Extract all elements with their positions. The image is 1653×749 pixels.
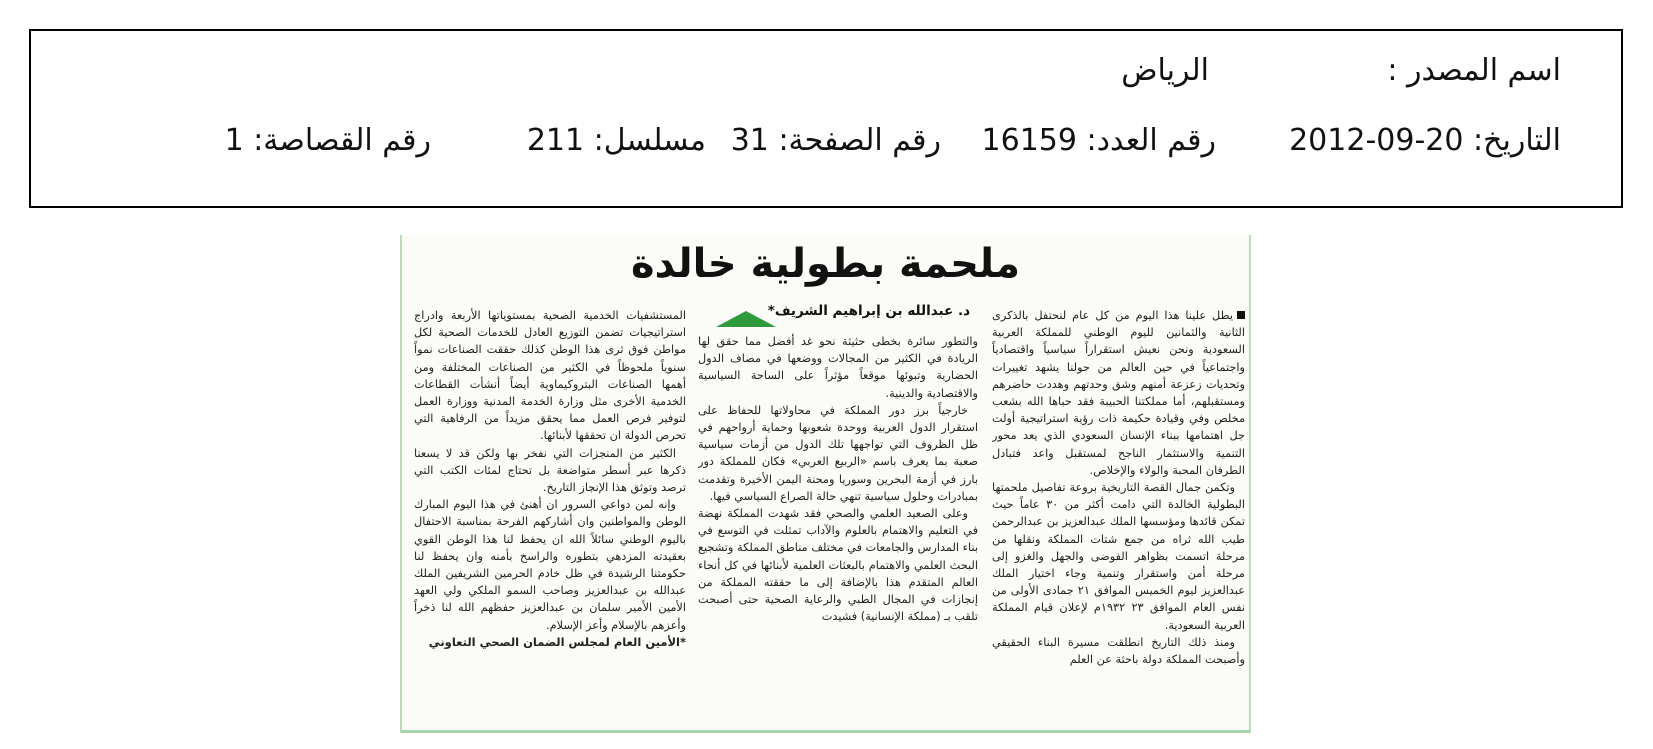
article-headline: ملحمة بطولية خالدة <box>630 241 1021 287</box>
column-body <box>698 333 978 625</box>
paragraph: خارجياً برز دور المملكة في محاولاتها للحفاظ على استقرار الدول العربية ووحدة شعوبها وحماية أرواحهم في ظل الظروف التي تواجهها تلك الدول من أزمات سياسية صعبة بما يعرف باسم «الربيع العربي» فكان للمملكة دور بارز في أزمة البحرين وسوريا ومحنة اليمن الأخيرة وتقدمت بمبادرات وحلول سياسية تنهي حالة الصراع السياسي فيها. <box>698 403 978 503</box>
author-byline: د. عبدالله بن إبراهيم الشريف* <box>767 303 970 319</box>
serial-number: مسلسل: 211 <box>526 123 706 158</box>
date-field: التاريخ: 20-09-2012 <box>1289 123 1561 158</box>
article-column-left <box>414 307 686 723</box>
source-value: الرياض <box>1121 53 1209 88</box>
paragraph: وتكمن جمال القصة التاريخية بروعة تفاصيل ملحمتها البطولية الخالدة التي دامت أكثر من ٣٠ عاماً حيث تمكن قائدها ومؤسسها الملك عبدالعزيز بن عبدالرحمن طيب الله ثراه من جمع شتات المملكة ونقلها من مرحلة اتسمت بظواهر الفوضى والجهل والغزو إلى مرحلة أمن واستقرار وتنمية وجاء اختيار الملك عبدالعزيز ليوم الخميس الموافق ٢١ جمادى الأولى من نفس العام الموافق ٢٣ ١٩٣٢م لإعلان قيام المملكة العربية السعودية. <box>992 481 1245 632</box>
issue-number: رقم العدد: 16159 <box>981 123 1216 158</box>
clip-number: رقم القصاصة: 1 <box>224 123 431 158</box>
paragraph: يطل علينا هذا اليوم من كل عام لنحتفل بالذكرى الثانية والثمانين لليوم الوطني للمملكة العربية السعودية ونحن نعيش استقراراً سياسياً واقتصادياً واجتماعياً في حين العالم من حولنا يشهد تغييرات وتحديات زعزعة أمنهم وشق وحدتهم وهددت حاضرهم ومستقبلهم، أما مملكتنا الحبيبة فقد حباها الله بشعب مخلص وفي وقيادة حكيمة ذات رؤية استراتيجية أولت جل اهتمامها ببناء الإنسان السعودي الذي يعد محور التنمية والاستثمار الناجح لمستقبل واعد فتبادل الطرفان المحبة والولاء والإخلاص. <box>992 309 1245 477</box>
paragraph: وإنه لمن دواعي السرور ان أهنئ في هذا اليوم المبارك الوطن والمواطنين وان أشاركهم الفرحة بمناسبة الاحتفال باليوم الوطني سائلاً الله ان يحفظ لنا هذا الوطن القوي بعقيدته المزدهي بتطوره والراسخ بأمنه وان يحفظ لنا حكومتنا الرشيدة في ظل خادم الحرمين الشريفين الملك عبدالله بن عبدالعزيز وصاحب السمو الملكي ولي العهد الأمين الأمير سلمان بن عبدالعزيز حفظهم الله لنا ذخراً وأعزهم بالإسلام وأعز الإسلام. <box>414 498 686 632</box>
paragraph: الكثير من المنجزات التي نفخر بها ولكن قد لا يسعنا ذكرها عبر أسطر متواضعة بل تحتاج لمئات الكتب التي ترصد وتوثق هذا الإنجاز التاريخ. <box>414 446 686 495</box>
source-info-box <box>29 29 1623 208</box>
paragraph: وعلى الصعيد العلمي والصحي فقد شهدت المملكة نهضة في التعليم والاهتمام بالعلوم والآداب تمثلت في التوسع في بناء المدارس والجامعات في مختلف مناطق المملكة وتشجيع البحث العلمي والاهتمام بالبعثات العلمية لأبنائها في كل أنحاء العالم المتقدم هذا بالإضافة إلى ما حققته المملكة من إنجازات في المجال الطبي والرعاية الصحية حتى أصبحت تلقب بـ (مملكة الإنسانية) فشيدت <box>698 507 978 624</box>
paragraph: ومنذ ذلك التاريخ انطلقت مسيرة البناء الحقيقي وأصبحت المملكة دولة باحثة عن العلم <box>992 635 1245 667</box>
source-label: اسم المصدر : <box>1387 53 1561 88</box>
author-signature: *الأمين العام لمجلس الضمان الصحي التعاوني <box>428 634 686 649</box>
bullet-icon <box>1237 311 1245 319</box>
newspaper-clipping <box>400 235 1251 733</box>
article-column-middle <box>698 307 978 723</box>
page-number: رقم الصفحة: 31 <box>730 123 941 158</box>
paragraph: المستشفيات الخدمية الصحية بمستوياتها الأربعة وادراج استراتيجيات تضمن التوزيع العادل للخدمات الصحية لكل مواطن فوق ثرى هذا الوطن كذلك حققت الصناعات نمواً سنوياً ملحوظاً في الكثير من الصناعات المختلفة ومن أهمها الصناعات البتروكيماوية أيضاً أنشأت القطاعات الخدمية الأخرى مثل وزارة الخدمة المدنية ووزارة العمل لتوفير فرص العمل مما يحقق مزيداً من الرفاهية التي تحرص الدولة ان تحققها لأبنائها. <box>414 309 686 443</box>
article-column-right <box>992 307 1245 723</box>
paragraph: والتطور سائرة بخطى حثيثة نحو غد أفضل مما حقق لها الريادة في الكثير من المجالات ووضعها في مصاف الدول الحضارية وتبوئها موقعاً مؤثراً على الساحة السياسية والاقتصادية والدينية. <box>698 335 978 400</box>
